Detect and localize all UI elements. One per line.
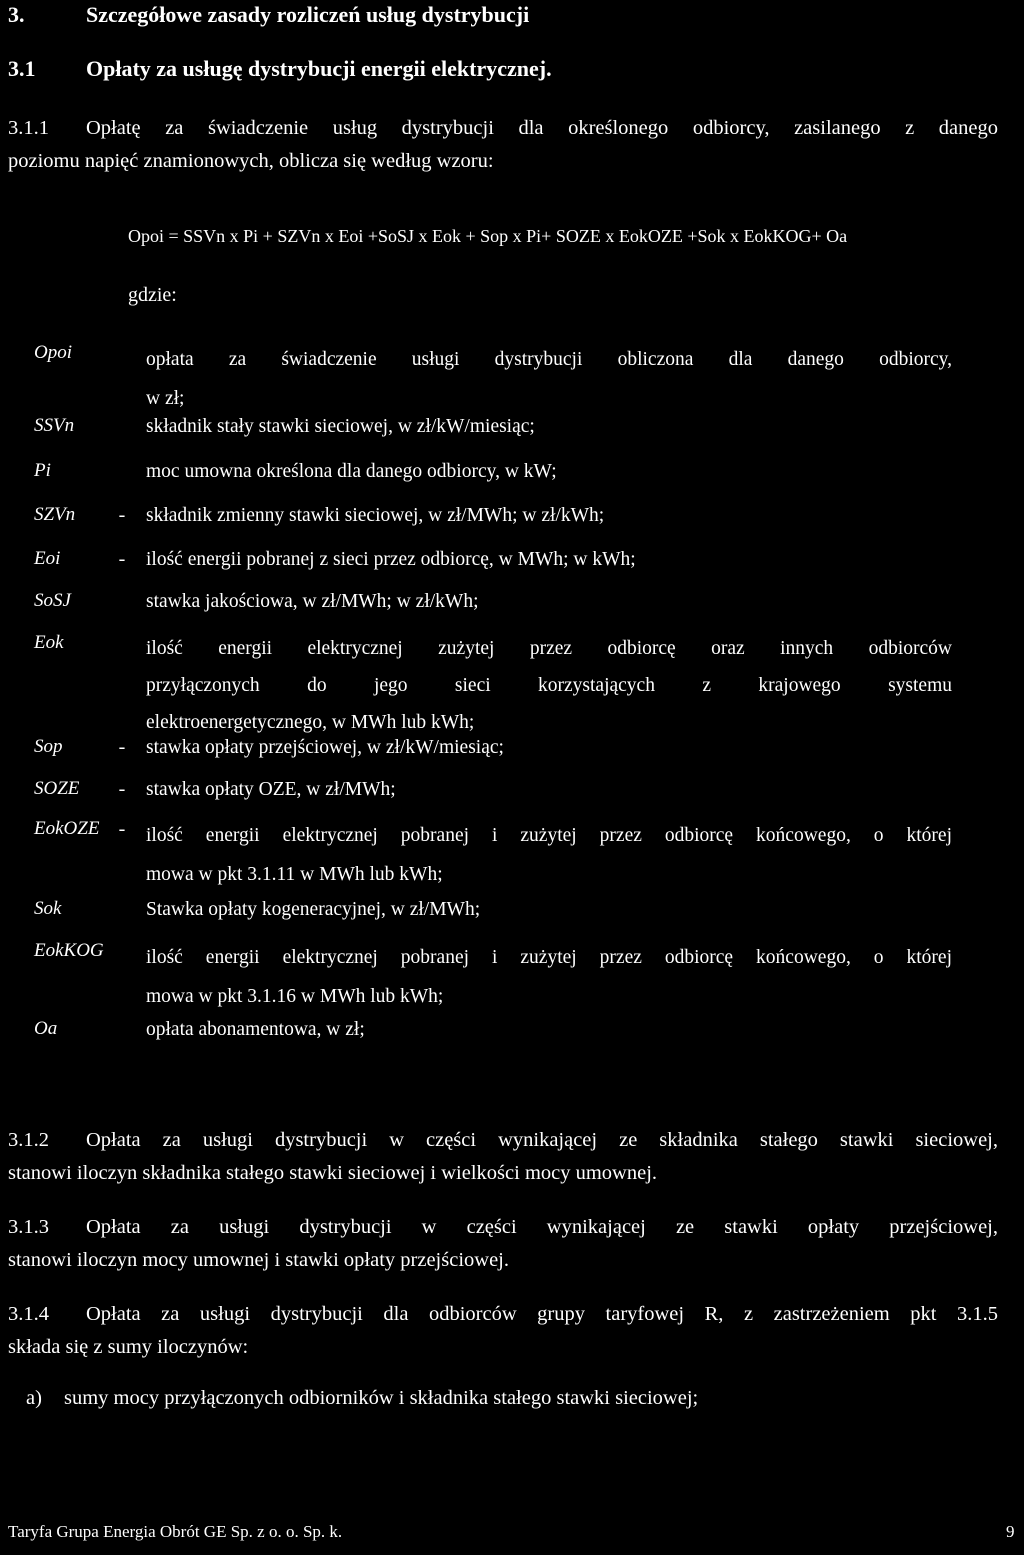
definition-symbol: SZVn [34, 504, 76, 525]
definition-dash: - [118, 548, 126, 570]
definition-line: mowa w pkt 3.1.11 w MWh lub kWh; [146, 864, 443, 885]
definition-description [146, 1016, 952, 1044]
paragraph-line-1: Opłata za usługi dystrybucji w części wynikającej ze składnika stałego stawki sieciowej, [86, 1129, 998, 1151]
definition-symbol: Opoi [34, 342, 72, 363]
definition-dash: - [118, 778, 126, 800]
definition-dash: - [118, 818, 126, 840]
paragraph-3-1-3 [8, 1211, 998, 1277]
section-3-1-heading [8, 56, 552, 82]
list-item-a [26, 1382, 698, 1415]
definition-line: Stawka opłaty kogeneracyjnej, w zł/MWh; [146, 899, 481, 920]
definition-description [146, 896, 952, 924]
definition-description [146, 734, 952, 762]
definition-line: składnik zmienny stawki sieciowej, w zł/MWh; w zł/kWh; [146, 505, 605, 526]
paragraph-3-1-1 [8, 112, 998, 178]
definition-description [146, 546, 952, 574]
definition-dash: - [118, 504, 126, 526]
definition-line: stawka jakościowa, w zł/MWh; w zł/kWh; [146, 591, 479, 612]
definition-symbol: SSVn [34, 415, 75, 436]
definition-line: mowa w pkt 3.1.16 w MWh lub kWh; [146, 986, 444, 1007]
definition-line: opłata za świadczenie usługi dystrybucji obliczona dla danego odbiorcy, [146, 349, 952, 370]
definition-description [146, 816, 952, 894]
section-3-heading [8, 2, 529, 28]
section-title: Opłaty za usługę dystrybucji energii elektrycznej. [86, 56, 552, 81]
section-title: Szczegółowe zasady rozliczeń usług dystrybucji [86, 2, 530, 27]
definition-line: składnik stały stawki sieciowej, w zł/kW/miesiąc; [146, 416, 535, 437]
definition-description [146, 502, 952, 530]
gdzie-label: gdzie: [128, 284, 177, 306]
definition-symbol: EokKOG [34, 940, 104, 961]
definition-symbol: Oa [34, 1018, 58, 1039]
definition-symbol: SoSJ [34, 590, 71, 611]
definition-line: ilość energii pobranej z sieci przez odbiorcę, w MWh; w kWh; [146, 549, 636, 570]
definition-description [146, 458, 952, 486]
section-number: 3. [8, 2, 25, 27]
page-number: 9 [1006, 1522, 1015, 1541]
definition-line: stawka opłaty OZE, w zł/MWh; [146, 779, 396, 800]
paragraph-number: 3.1.2 [8, 1129, 49, 1151]
definition-symbol: Sop [34, 736, 63, 757]
definition-description [146, 776, 952, 804]
definition-line: w zł; [146, 388, 185, 409]
definition-description [146, 938, 952, 1016]
definition-symbol: Eoi [34, 548, 61, 569]
paragraph-number: 3.1.1 [8, 117, 49, 139]
definition-description [146, 340, 952, 418]
paragraph-3-1-2 [8, 1124, 998, 1190]
definition-line: elektroenergetycznego, w MWh lub kWh; [146, 712, 475, 733]
section-number: 3.1 [8, 56, 36, 81]
definition-description [146, 630, 952, 741]
definition-line: przyłączonych do jego sieci korzystających z krajowego systemu [146, 675, 952, 696]
definition-dash: - [118, 736, 126, 758]
list-item-label: a) [26, 1387, 42, 1409]
definition-line: opłata abonamentowa, w zł; [146, 1019, 365, 1040]
paragraph-number: 3.1.3 [8, 1216, 49, 1238]
paragraph-line-1: Opłatę za świadczenie usług dystrybucji dla określonego odbiorcy, zasilanego z danego [86, 117, 998, 139]
paragraph-line-2: składa się z sumy iloczynów: [8, 1336, 249, 1358]
paragraph-line-1: Opłata za usługi dystrybucji dla odbiorców grupy taryfowej R, z zastrzeżeniem pkt 3.1.5 [86, 1303, 998, 1325]
definition-symbol: SOZE [34, 778, 80, 799]
definition-line: stawka opłaty przejściowej, w zł/kW/miesiąc; [146, 737, 504, 758]
definition-symbol: Pi [34, 460, 51, 481]
definition-symbol: EokOZE [34, 818, 100, 839]
formula: Opoi = SSVn x Pi + SZVn x Eoi +SoSJ x Eok + Sop x Pi+ SOZE x EokOZE +Sok x EokKOG+ Oa [128, 226, 848, 246]
paragraph-line-1: Opłata za usługi dystrybucji w części wynikającej ze stawki opłaty przejściowej, [86, 1216, 998, 1238]
definition-line: ilość energii elektrycznej pobranej i zużytej przez odbiorcę końcowego, o której [146, 825, 952, 846]
paragraph-number: 3.1.4 [8, 1303, 49, 1325]
paragraph-3-1-4 [8, 1298, 998, 1364]
paragraph-line-2: poziomu napięć znamionowych, oblicza się według wzoru: [8, 150, 494, 172]
definition-description [146, 413, 952, 441]
definition-symbol: Eok [34, 632, 64, 653]
footer-left: Taryfa Grupa Energia Obrót GE Sp. z o. o. Sp. k. [8, 1522, 343, 1541]
paragraph-line-2: stanowi iloczyn mocy umownej i stawki opłaty przejściowej. [8, 1249, 509, 1271]
paragraph-line-2: stanowi iloczyn składnika stałego stawki sieciowej i wielkości mocy umownej. [8, 1162, 658, 1184]
list-item-text: sumy mocy przyłączonych odbiorników i składnika stałego stawki sieciowej; [64, 1387, 699, 1409]
definition-line: ilość energii elektrycznej pobranej i zużytej przez odbiorcę końcowego, o której [146, 947, 952, 968]
definition-symbol: Sok [34, 898, 62, 919]
definition-line: ilość energii elektrycznej zużytej przez odbiorcę oraz innych odbiorców [146, 638, 952, 659]
definition-description [146, 588, 952, 616]
definition-line: moc umowna określona dla danego odbiorcy, w kW; [146, 461, 557, 482]
